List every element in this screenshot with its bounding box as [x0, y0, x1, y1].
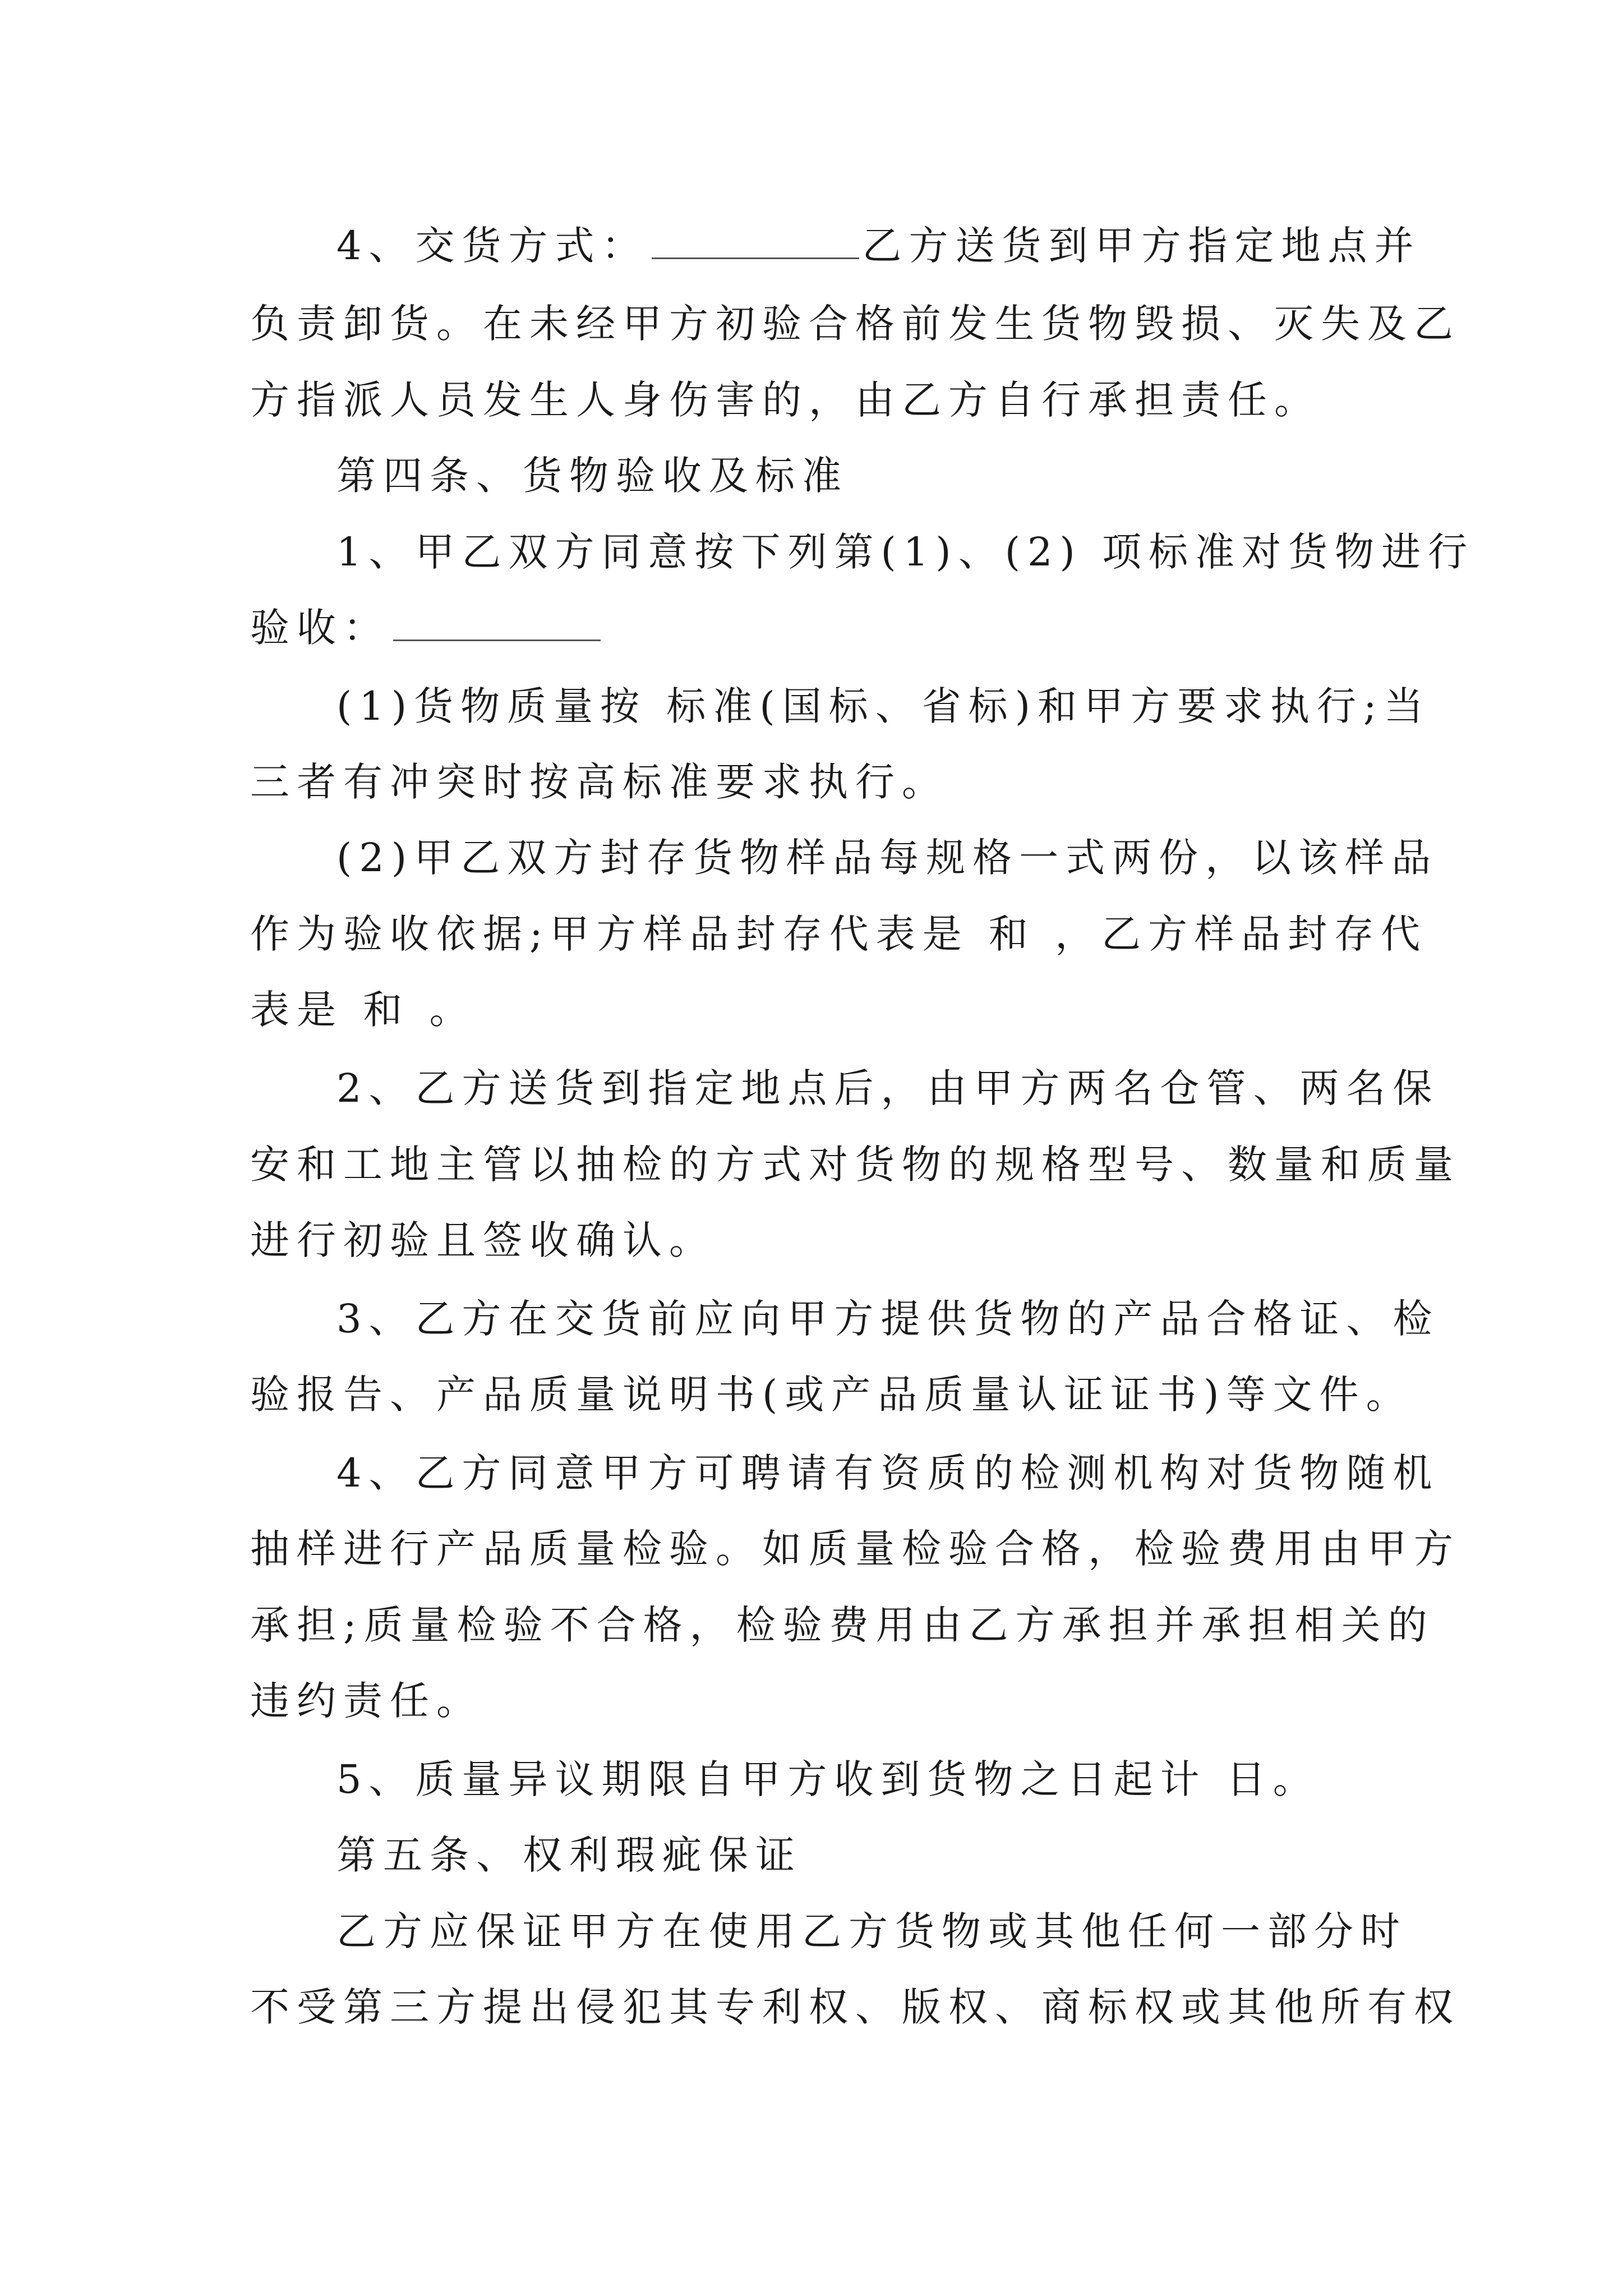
paragraph-line: 2、乙方送货到指定地点后，由甲方两名仓管、两名保 — [336, 1065, 1440, 1111]
paragraph-line: 3、乙方在交货前应向甲方提供货物的产品合格证、检 — [336, 1296, 1440, 1342]
paragraph-line: (1)货物质量按 标准(国标、省标)和甲方要求执行;当 — [336, 683, 1431, 729]
paragraph-line: 4、乙方同意甲方可聘请有资质的检测机构对货物随机 — [336, 1450, 1440, 1496]
paragraph-line: 表是 和 。 — [250, 987, 476, 1033]
paragraph-line — [250, 605, 604, 650]
paragraph-line — [336, 223, 1421, 268]
blank-underline — [393, 608, 601, 641]
section-heading: 第四条、货物验收及标准 — [336, 453, 849, 499]
paragraph-line: 1、甲乙双方同意按下列第(1)、(2) 项标准对货物进行 — [336, 529, 1475, 575]
paragraph-line: 作为验收依据;甲方样品封存代表是 和 ，乙方样品封存代 — [250, 911, 1428, 957]
paragraph-line: 违约责任。 — [250, 1678, 483, 1724]
paragraph-line: (2)甲乙双方封存货物样品每规格一式两份，以该样品 — [336, 835, 1438, 881]
paragraph-line: 负责卸货。在未经甲方初验合格前发生货物毁损、灭失及乙 — [250, 301, 1460, 347]
line-text: 乙方送货到甲方指定地点并 — [862, 223, 1421, 269]
line-text: 4、交货方式： — [336, 223, 648, 269]
paragraph-line: 方指派人员发生人身伤害的，由乙方自行承担责任。 — [250, 377, 1321, 423]
blank-underline — [652, 226, 859, 259]
paragraph-line: 进行初验且签收确认。 — [250, 1217, 716, 1263]
paragraph-line: 抽样进行产品质量检验。如质量检验合格，检验费用由甲方 — [250, 1526, 1460, 1572]
paragraph-line: 乙方应保证甲方在使用乙方货物或其他任何一部分时 — [336, 1908, 1407, 1954]
paragraph-line: 不受第三方提出侵犯其专利权、版权、商标权或其他所有权 — [250, 1984, 1460, 2030]
paragraph-line: 5、质量异议期限自甲方收到货物之日起计 日。 — [336, 1756, 1320, 1802]
paragraph-line: 三者有冲突时按高标准要求执行。 — [250, 759, 948, 805]
line-text: 验收： — [250, 605, 390, 651]
paragraph-line: 验报告、产品质量说明书(或产品质量认证证书)等文件。 — [250, 1372, 1413, 1418]
paragraph-line: 承担;质量检验不合格，检验费用由乙方承担并承担相关的 — [250, 1602, 1435, 1648]
section-heading: 第五条、权利瑕疵保证 — [336, 1832, 802, 1878]
paragraph-line: 安和工地主管以抽检的方式对货物的规格型号、数量和质量 — [250, 1142, 1460, 1188]
